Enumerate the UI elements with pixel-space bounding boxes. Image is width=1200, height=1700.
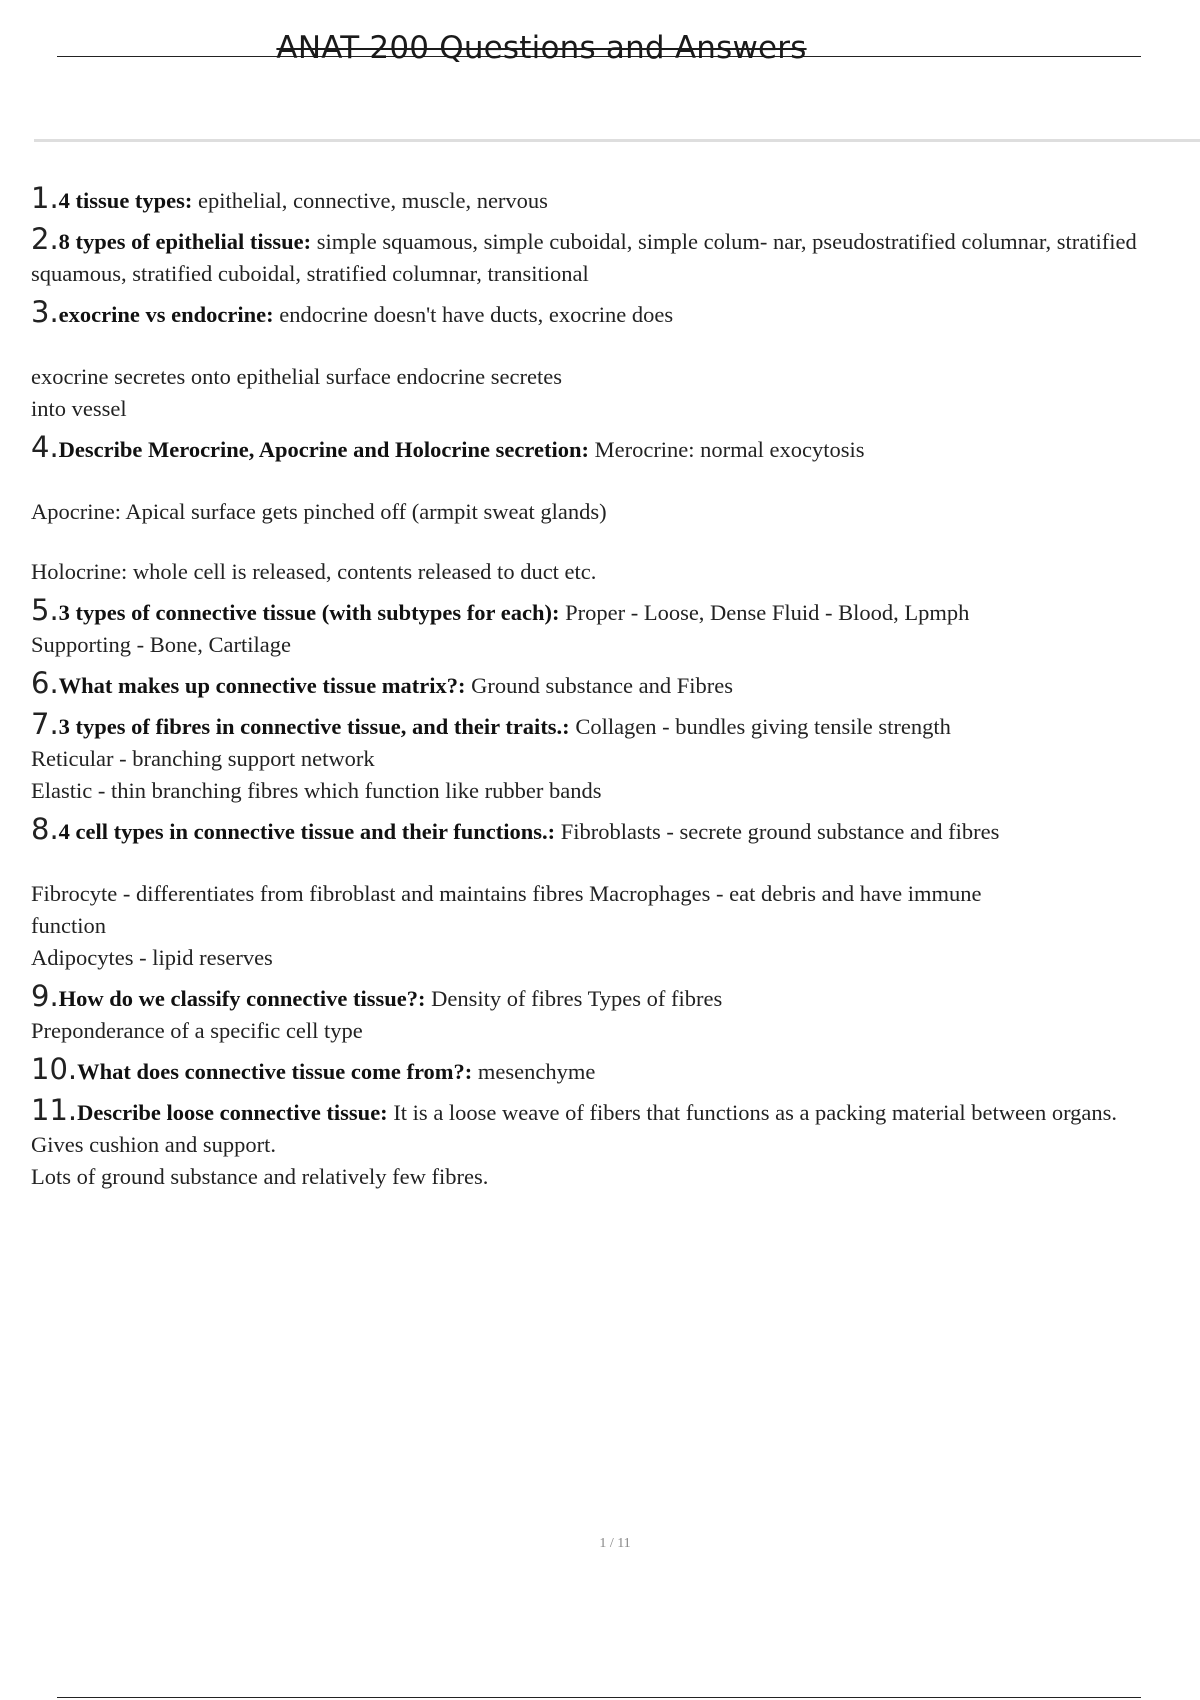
- item-number: 6.: [31, 666, 59, 700]
- question: Describe Merocrine, Apocrine and Holocrine secretion:: [58, 437, 589, 462]
- page-title: ANAT 200 Questions and Answers: [276, 30, 807, 66]
- item-number: 2.: [31, 222, 59, 256]
- question: exocrine vs endocrine:: [58, 302, 274, 327]
- question: 8 types of epithelial tissue:: [58, 229, 312, 254]
- question: 4 tissue types:: [58, 188, 193, 213]
- answer-line: Supporting - Bone, Cartilage: [31, 632, 291, 657]
- qa-item: [31, 431, 1141, 588]
- answer: Proper - Loose, Dense Fluid - Blood, Lpmph: [559, 600, 970, 625]
- answer: Collagen - bundles giving tensile strength: [569, 714, 951, 739]
- qa-item: [31, 1053, 1141, 1088]
- question: How do we classify connective tissue?:: [58, 986, 426, 1011]
- answer: It is a loose weave of fibers that functions as a packing material between organs. Gives cushion and support.: [31, 1100, 1118, 1157]
- answer-line: into vessel: [31, 396, 127, 421]
- qa-item: [31, 182, 1141, 217]
- item-number: 3.: [31, 295, 59, 329]
- question: 4 cell types in connective tissue and their functions.:: [58, 819, 556, 844]
- answer-line: Reticular - branching support network: [31, 746, 375, 771]
- page-number: 1 / 11: [599, 1536, 631, 1551]
- question: What makes up connective tissue matrix?:: [58, 673, 466, 698]
- answer-line: exocrine secretes onto epithelial surface endocrine secretes: [31, 364, 562, 389]
- answer: Ground substance and Fibres: [465, 673, 733, 698]
- qa-item: [31, 980, 1141, 1047]
- item-number: 9.: [31, 979, 59, 1013]
- qa-item: [31, 667, 1141, 702]
- item-number: 7.: [31, 707, 59, 741]
- item-number: 10.: [31, 1052, 78, 1086]
- item-number: 5.: [31, 593, 59, 627]
- qa-list: [31, 182, 1141, 1199]
- qa-item: [31, 594, 1141, 661]
- question: Describe loose connective tissue:: [77, 1100, 388, 1125]
- answer: Merocrine: normal exocytosis: [588, 437, 865, 462]
- item-number: 1.: [31, 181, 59, 215]
- answer-line: Apocrine: Apical surface gets pinched off (armpit sweat glands): [31, 499, 607, 524]
- qa-item: [31, 296, 1141, 425]
- answer: epithelial, connective, muscle, nervous: [192, 188, 548, 213]
- question: 3 types of connective tissue (with subtypes for each):: [58, 600, 560, 625]
- item-number: 8.: [31, 812, 59, 846]
- answer: mesenchyme: [472, 1059, 596, 1084]
- answer: simple squamous, simple cuboidal, simple colum- nar, pseudostratified columnar, stratified squamous, stratified cuboidal, stratified columnar, transitional: [31, 229, 1137, 286]
- item-number: 4.: [31, 430, 59, 464]
- qa-item: [31, 813, 1141, 974]
- qa-item: [31, 708, 1141, 807]
- header-divider: [34, 139, 1200, 142]
- answer: endocrine doesn't have ducts, exocrine does: [273, 302, 674, 327]
- qa-item: [31, 223, 1141, 290]
- item-number: 11.: [31, 1093, 78, 1127]
- answer: Density of fibres Types of fibres: [425, 986, 723, 1011]
- answer-line: Holocrine: whole cell is released, contents released to duct etc.: [31, 559, 597, 584]
- answer: Fibroblasts - secrete ground substance and fibres: [555, 819, 1000, 844]
- qa-item: [31, 1094, 1141, 1193]
- answer-line: Preponderance of a specific cell type: [31, 1018, 363, 1043]
- question: 3 types of fibres in connective tissue, and their traits.:: [58, 714, 570, 739]
- question: What does connective tissue come from?:: [77, 1059, 473, 1084]
- answer-line: Fibrocyte - differentiates from fibroblast and maintains fibres Macrophages - eat debris and have immune function: [31, 881, 982, 938]
- answer-line: Elastic - thin branching fibres which function like rubber bands: [31, 778, 602, 803]
- footer-rule: [57, 1697, 1141, 1698]
- answer-line: Adipocytes - lipid reserves: [31, 945, 273, 970]
- answer-line: Lots of ground substance and relatively few fibres.: [31, 1164, 489, 1189]
